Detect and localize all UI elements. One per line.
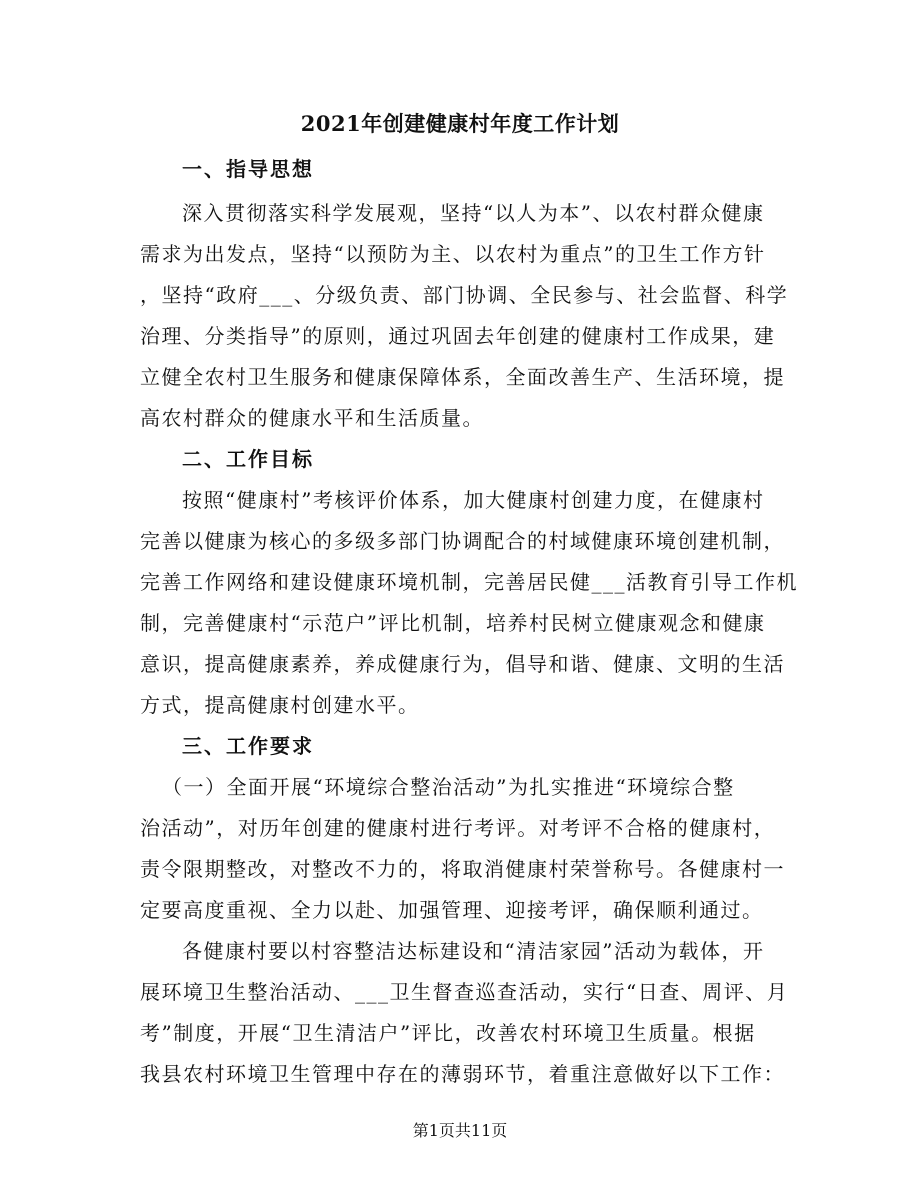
paragraph-line: 责令限期整改，对整改不力的，将取消健康村荣誉称号。各健康村一 [140, 857, 785, 881]
paragraph-line: 按照“健康村”考核评价体系，加大健康村创建力度，在健康村 [182, 488, 765, 512]
paragraph-line: ，坚持“政府___、分级负责、部门协调、全民参与、社会监督、科学 [140, 283, 789, 307]
paragraph-line: 定要高度重视、全力以赴、加强管理、迎接考评，确保顺利通过。 [140, 898, 764, 922]
paragraph-line: 需求为出发点，坚持“以预防为主、以农村为重点”的卫生工作方针 [140, 242, 766, 266]
section-heading-work-goals: 二、工作目标 [182, 447, 314, 471]
paragraph-line: 我县农村环境卫生管理中存在的薄弱环节，着重注意做好以下工作： [140, 1062, 785, 1086]
section-heading-work-requirements: 三、工作要求 [182, 734, 314, 758]
paragraph-line: 展环境卫生整治活动、___卫生督查巡查活动，实行“日查、周评、月 [140, 980, 789, 1004]
paragraph-line: 意识，提高健康素养，养成健康行为，倡导和谐、健康、文明的生活 [140, 652, 785, 676]
paragraph-line: 治活动”，对历年创建的健康村进行考评。对考评不合格的健康村， [140, 816, 776, 840]
paragraph-line: 高农村群众的健康水平和生活质量。 [140, 406, 484, 430]
paragraph-line: 完善以健康为核心的多级多部门协调配合的村域健康环境创建机制， [140, 529, 785, 553]
section-heading-guiding-ideology: 一、指导思想 [182, 157, 314, 181]
paragraph-line: 完善工作网络和建设健康环境机制，完善居民健___活教育引导工作机 [140, 570, 798, 594]
paragraph-line: 考”制度，开展“卫生清洁户”评比，改善农村环境卫生质量。根据 [140, 1021, 756, 1045]
document-title: 2021年创建健康村年度工作计划 [300, 111, 620, 136]
paragraph-line: 治理、分类指导”的原则，通过巩固去年创建的健康村工作成果，建 [140, 324, 776, 348]
paragraph-line: 各健康村要以村容整洁达标建设和“清洁家园”活动为载体，开 [182, 939, 765, 963]
paragraph-line: 制，完善健康村“示范户”评比机制，培养村民树立健康观念和健康 [140, 611, 766, 635]
paragraph-line: 立健全农村卫生服务和健康保障体系，全面改善生产、生活环境，提 [140, 365, 785, 389]
paragraph-line: 深入贯彻落实科学发展观，坚持“以人为本”、以农村群众健康 [182, 201, 765, 225]
paragraph-line: （一）全面开展“环境综合整治活动”为扎实推进“环境综合整 [162, 775, 735, 799]
paragraph-line: 方式，提高健康村创建水平。 [140, 693, 420, 717]
page-number-footer: 第1页共11页 [412, 1121, 508, 1140]
